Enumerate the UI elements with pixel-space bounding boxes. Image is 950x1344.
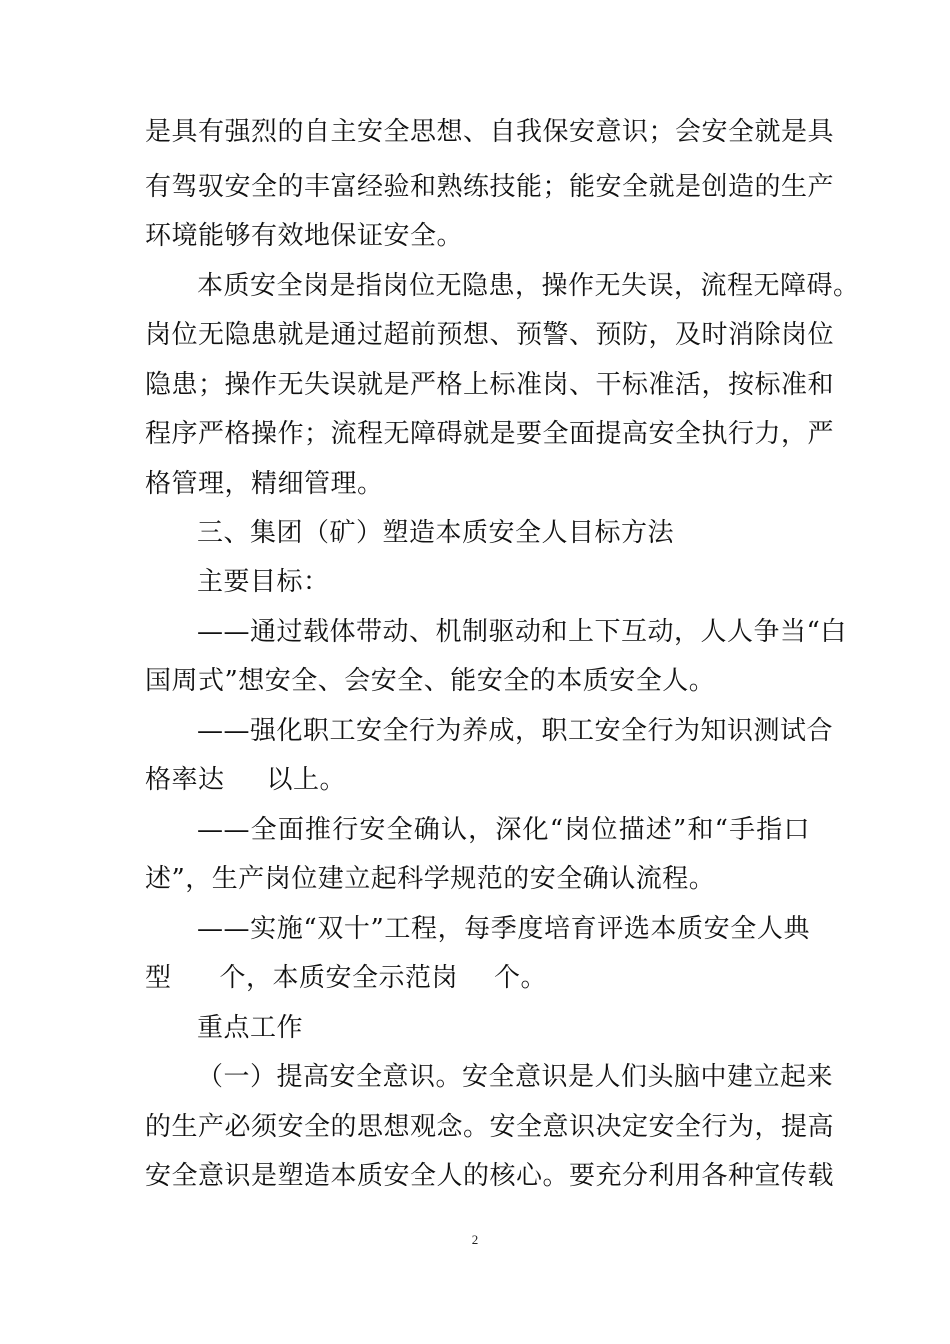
paragraph-line: 是具有强烈的自主安全思想、自我保安意识；会安全就是具 xyxy=(145,117,835,147)
paragraph-line: 安全意识是塑造本质安全人的核心。要充分利用各种宣传载 xyxy=(145,1161,835,1191)
paragraph-line: 的生产必须安全的思想观念。安全意识决定安全行为，提高 xyxy=(145,1112,835,1142)
paragraph-line xyxy=(145,961,810,995)
section-heading: 三、集团（矿）塑造本质安全人目标方法 xyxy=(197,518,675,548)
paragraph-line: 程序严格操作；流程无障碍就是要全面提高安全执行力，严 xyxy=(145,419,835,449)
paragraph-line: （一）提高安全意识。安全意识是人们头脑中建立起来 xyxy=(197,1062,834,1092)
line-segment: 型 xyxy=(145,963,172,993)
paragraph-line: 本质安全岗是指岗位无隐患，操作无失误，流程无障碍。 xyxy=(197,271,860,301)
paragraph-line: 述”，生产岗位建立起科学规范的安全确认流程。 xyxy=(145,864,716,894)
paragraph-line: 环境能够有效地保证安全。 xyxy=(145,221,464,251)
line-segment: 格率达 xyxy=(145,765,225,795)
paragraph-line: ——通过载体带动、机制驱动和上下互动，人人争当“白 xyxy=(197,617,847,647)
subheading: 重点工作 xyxy=(197,1013,304,1043)
paragraph-line: ——全面推行安全确认，深化“岗位描述”和“手指口 xyxy=(197,815,810,845)
paragraph-line: ——强化职工安全行为养成，职工安全行为知识测试合 xyxy=(197,716,834,746)
paragraph-line: 有驾驭安全的丰富经验和熟练技能；能安全就是创造的生产 xyxy=(145,172,835,202)
paragraph-line: 岗位无隐患就是通过超前预想、预警、预防，及时消除岗位 xyxy=(145,320,835,350)
line-segment: 个，本质安全示范岗 xyxy=(219,963,459,993)
paragraph-line: 国周式”想安全、会安全、能安全的本质安全人。 xyxy=(145,666,716,696)
line-segment: 以上。 xyxy=(266,765,347,795)
paragraph-line: 格管理，精细管理。 xyxy=(145,469,384,499)
subheading: 主要目标： xyxy=(197,567,330,597)
page-number: 2 xyxy=(471,1232,479,1247)
paragraph-line xyxy=(145,763,810,797)
line-segment: 个。 xyxy=(494,963,548,993)
paragraph-line: 隐患；操作无失误就是严格上标准岗、干标准活，按标准和 xyxy=(145,370,835,400)
paragraph-line: ——实施“双十”工程，每季度培育评选本质安全人典 xyxy=(197,914,810,944)
